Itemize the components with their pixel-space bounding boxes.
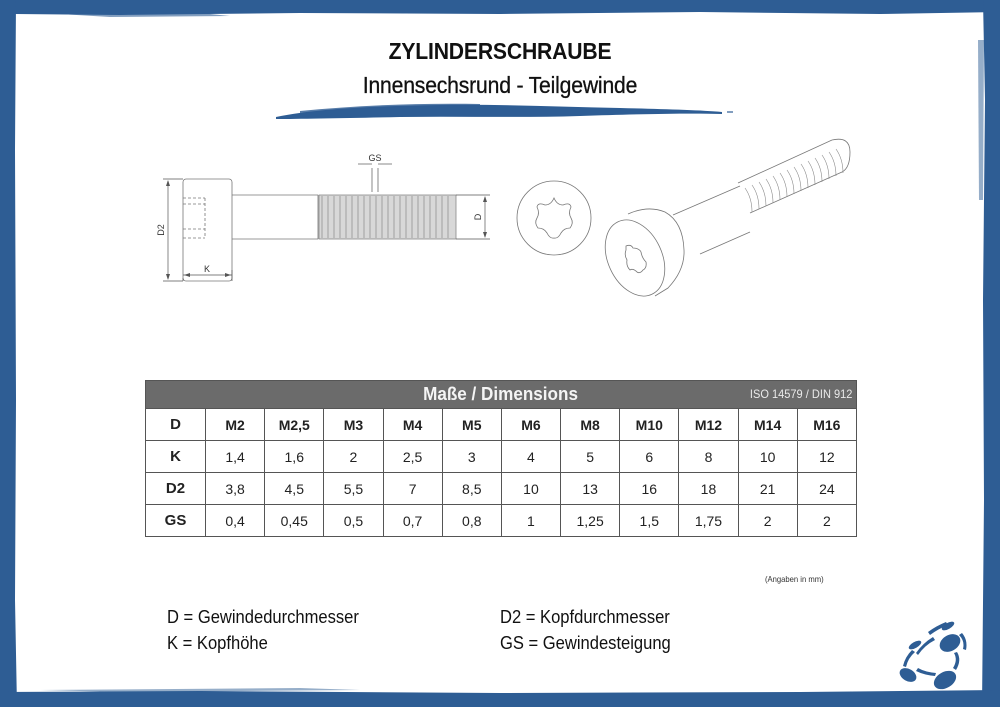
table-cell: 1,4 — [206, 441, 265, 473]
table-cell: 10 — [738, 441, 797, 473]
table-cell: M5 — [442, 409, 501, 441]
title-line2: Innensechsrund - Teilgewinde — [362, 72, 638, 98]
table-cell: 4 — [501, 441, 560, 473]
svg-text:K: K — [203, 264, 211, 274]
row-label: GS — [146, 505, 206, 537]
table-cell: 21 — [738, 473, 797, 505]
table-cell: 5 — [561, 441, 620, 473]
table-cell: 16 — [620, 473, 679, 505]
table-cell: 13 — [561, 473, 620, 505]
table-cell: 0,5 — [324, 505, 383, 537]
table-norm: ISO 14579 / DIN 912 — [749, 387, 852, 401]
table-cell: 24 — [797, 473, 856, 505]
table-cell: 8 — [679, 441, 738, 473]
table-cell: 2,5 — [383, 441, 442, 473]
table-cell: 1,6 — [265, 441, 324, 473]
table-cell: M2 — [206, 409, 265, 441]
table-cell: 10 — [501, 473, 560, 505]
table-cell: 1,75 — [679, 505, 738, 537]
table-cell: M6 — [501, 409, 560, 441]
table-cell: 0,7 — [383, 505, 442, 537]
row-label: D — [146, 409, 206, 441]
table-cell: 1 — [501, 505, 560, 537]
row-label: D2 — [146, 473, 206, 505]
table-cell: 4,5 — [265, 473, 324, 505]
svg-text:D2: D2 — [156, 224, 166, 236]
table-cell: 6 — [620, 441, 679, 473]
table-cell: M12 — [679, 409, 738, 441]
table-cell: 3 — [442, 441, 501, 473]
legend-k: K = Kopfhöhe — [167, 633, 268, 653]
legend-gs: GS = Gewindesteigung — [500, 633, 671, 653]
table-cell: 1,5 — [620, 505, 679, 537]
units-note: (Angaben in mm) — [765, 574, 824, 584]
svg-text:D: D — [473, 213, 483, 221]
table-cell: M14 — [738, 409, 797, 441]
table-cell: 1,25 — [561, 505, 620, 537]
table-cell: 7 — [383, 473, 442, 505]
table-cell: 12 — [797, 441, 856, 473]
legend-d: D = Gewindedurchmesser — [167, 607, 359, 627]
table-cell: 0,8 — [442, 505, 501, 537]
table-cell: M2,5 — [265, 409, 324, 441]
table-cell: M3 — [324, 409, 383, 441]
table-cell: M4 — [383, 409, 442, 441]
table-cell: 2 — [324, 441, 383, 473]
table-cell: M8 — [561, 409, 620, 441]
legend-d2: D2 = Kopfdurchmesser — [500, 607, 670, 627]
table-cell: 5,5 — [324, 473, 383, 505]
table-cell: 18 — [679, 473, 738, 505]
table-cell: M10 — [620, 409, 679, 441]
row-label: K — [146, 441, 206, 473]
table-cell: 0,45 — [265, 505, 324, 537]
table-cell: 3,8 — [206, 473, 265, 505]
table-cell: 0,4 — [206, 505, 265, 537]
table-title: Maße / Dimensions — [423, 384, 579, 404]
gs-drawing-label: GS — [368, 153, 382, 163]
table-cell: M16 — [797, 409, 856, 441]
title-line1: ZYLINDERSCHRAUBE — [388, 38, 612, 64]
table-cell: 2 — [738, 505, 797, 537]
table-cell: 8,5 — [442, 473, 501, 505]
table-cell: 2 — [797, 505, 856, 537]
